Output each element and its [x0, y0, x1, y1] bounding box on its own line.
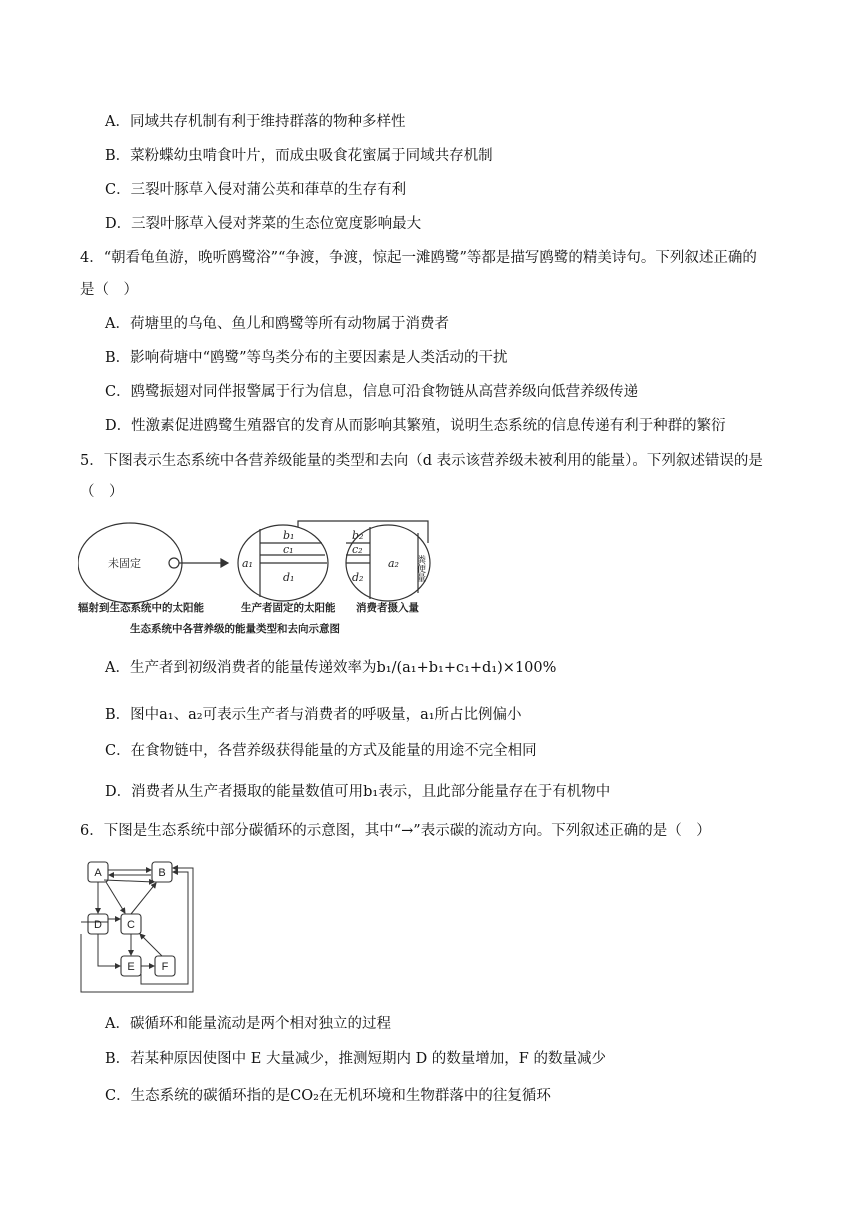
fig-unfixed-label: 未固定 — [108, 557, 141, 570]
q3-option-c: C．三裂叶豚草入侵对蒲公英和葎草的生存有利 — [105, 182, 407, 198]
node-a: A — [94, 867, 102, 879]
q4-option-c: C．鸥鹭振翅对同伴报警属于行为信息，信息可沿食物链从高营养级向低营养级传递 — [105, 384, 639, 400]
q4-option-b: B．影响荷塘中“鸥鹭”等鸟类分布的主要因素是人类活动的干扰 — [105, 350, 508, 366]
fig-label-producer: 生产者固定的太阳能 — [241, 602, 336, 614]
q6-option-b: B．若某种原因使图中 E 大量减少，推测短期内 D 的数量增加，F 的数量减少 — [105, 1051, 606, 1067]
q3-option-d: D．三裂叶豚草入侵对荠菜的生态位宽度影响最大 — [105, 216, 422, 232]
node-e: E — [127, 961, 135, 973]
fig-b2: b₂ — [352, 529, 364, 542]
q5-stem-line2: （ ） — [80, 484, 124, 500]
q4-stem-line1: 4．“朝看龟鱼游，晚听鸥鹭浴”“争渡，争渡，惊起一滩鸥鹭”等都是描写鸥鹭的精美诗句。下列叙述正确的 — [80, 250, 757, 266]
q5-option-a-formula: b₁/(a₁+b₁+c₁+d₁)×100% — [376, 660, 557, 676]
fig-d2: d₂ — [352, 571, 364, 584]
fig-b1: b₁ — [283, 529, 295, 542]
node-f: F — [161, 961, 169, 973]
q3-option-a: A．同域共存机制有利于维持群落的物种多样性 — [105, 114, 406, 130]
q6-option-c: C．生态系统的碳循环指的是CO₂在无机环境和生物群落中的往复循环 — [105, 1088, 551, 1104]
node-c: C — [127, 919, 135, 931]
fig-caption: 生态系统中各营养级的能量类型和去向示意图 — [130, 623, 340, 635]
q6-option-a: A．碳循环和能量流动是两个相对独立的过程 — [105, 1016, 391, 1032]
q6-stem: 6．下图是生态系统中部分碳循环的示意图，其中“→”表示碳的流动方向。下列叙述正确的是（ ） — [80, 823, 711, 839]
carbon-cycle-diagram — [78, 856, 198, 996]
fig-a1: a₁ — [242, 557, 253, 570]
fig-c1: c₁ — [283, 543, 294, 556]
fig-feces: 粪便量 — [415, 555, 425, 582]
fig-c2: c₂ — [352, 543, 363, 556]
fig-a2: a₂ — [388, 557, 399, 570]
energy-flow-diagram — [78, 515, 458, 640]
node-d: D — [94, 919, 102, 931]
fig-d1: d₁ — [283, 571, 295, 584]
q4-option-a: A．荷塘里的乌龟、鱼儿和鸥鹭等所有动物属于消费者 — [105, 316, 449, 332]
q5-stem-line1: 5．下图表示生态系统中各营养级能量的类型和去向（d 表示该营养级未被利用的能量）。下列叙述错误的是 — [80, 453, 763, 469]
q5-option-c: C．在食物链中，各营养级获得能量的方式及能量的用途不完全相同 — [105, 743, 537, 759]
q4-option-d: D．性激素促进鸥鹭生殖器官的发育从而影响其繁殖，说明生态系统的信息传递有利于种群的繁衍 — [105, 418, 726, 434]
fig-label-consumer: 消费者摄入量 — [356, 602, 419, 614]
node-b: B — [158, 867, 166, 879]
q5-option-d: D．消费者从生产者摄取的能量数值可用b₁表示，且此部分能量存在于有机物中 — [105, 784, 611, 800]
q3-option-b: B．菜粉蝶幼虫啃食叶片，而成虫吸食花蜜属于同域共存机制 — [105, 148, 493, 164]
fig-label-sun: 辐射到生态系统中的太阳能 — [78, 602, 204, 614]
q4-stem-line2: 是（ ） — [80, 282, 138, 298]
q5-option-a — [105, 658, 556, 678]
q5-option-a-text: A．生产者到初级消费者的能量传递效率为 — [105, 660, 377, 676]
q5-option-b: B．图中a₁、a₂可表示生产者与消费者的呼吸量，a₁所占比例偏小 — [105, 707, 522, 723]
